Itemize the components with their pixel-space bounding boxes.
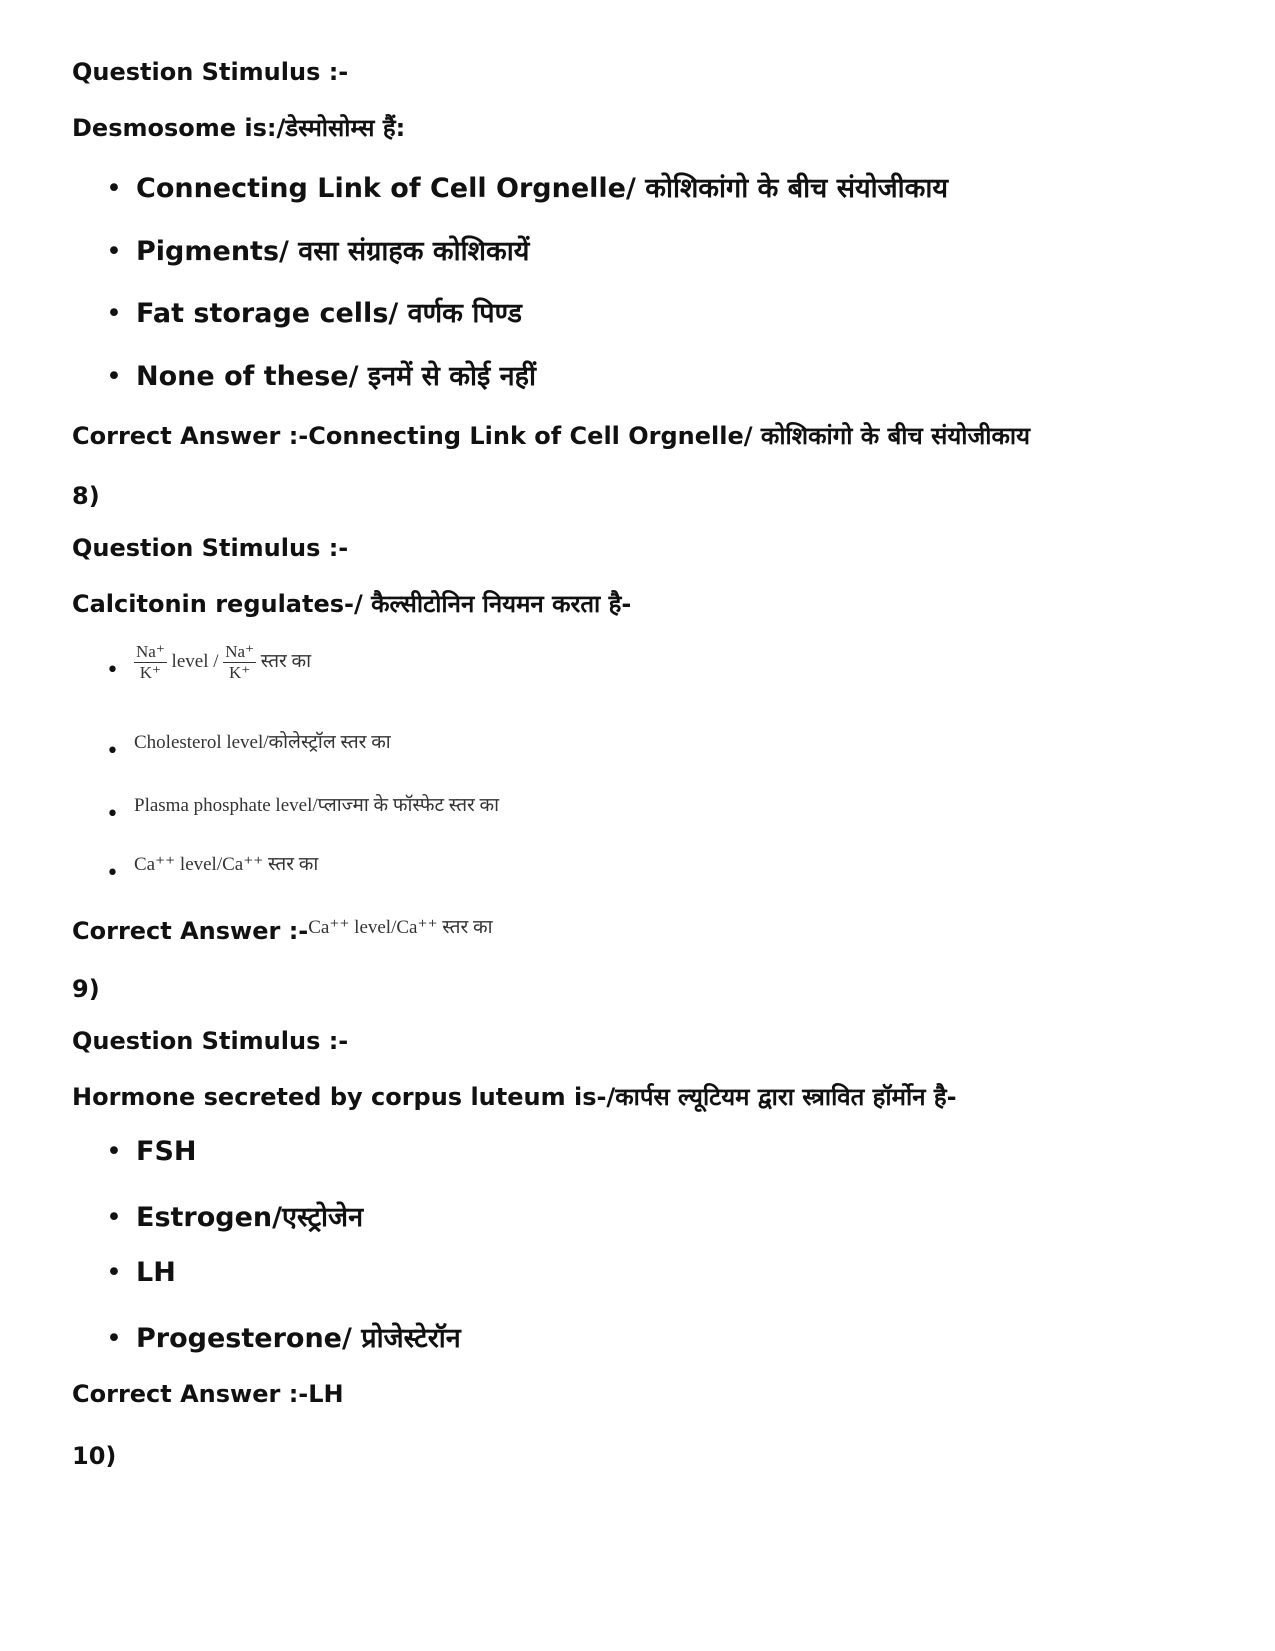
fraction [134,642,167,683]
question-number: 8) [72,482,100,510]
option-item [106,168,948,205]
question-number: 10) [72,1442,117,1470]
fraction [223,642,256,683]
question-stimulus-label: Question Stimulus :- [72,58,349,86]
option-item [106,642,311,683]
option-item [106,850,318,886]
option-text: Plasma phosphate level/प्लाज्मा के फॉस्फेट स्तर का [134,795,500,816]
option-item [106,791,499,827]
option-item [106,293,522,330]
question-number: 9) [72,975,100,1003]
bullet: • [106,1202,122,1233]
option-text: Pigments/ वसा संग्राहक कोशिकायें [136,236,530,267]
bullet: • [106,1257,122,1288]
option-text: Connecting Link of Cell Orgnelle/ कोशिकांगो के बीच संयोजीकाय [136,173,949,204]
option-item [106,1136,197,1167]
option-text: FSH [136,1136,197,1167]
question-text: Hormone secreted by corpus luteum is-/कार्पस ल्यूटियम द्वारा स्त्रावित हॉर्मोन है- [72,1083,957,1111]
correct-answer [72,913,493,945]
bullet: • [106,298,122,329]
option-item [106,728,391,764]
option-text: Fat storage cells/ वर्णक पिण्ड [136,298,522,329]
correct-answer-label: Correct Answer :- [72,917,309,945]
bullet: • [106,861,119,886]
bullet: • [106,236,122,267]
bullet: • [106,1323,122,1354]
bullet: • [106,657,119,683]
fraction-denominator: K⁺ [229,663,251,682]
option-item [106,1257,176,1288]
option-text: None of these/ इनमें से कोई नहीं [136,361,537,392]
option-text: Ca⁺⁺ level/Ca⁺⁺ स्तर का [134,854,319,875]
option-text: LH [136,1257,176,1288]
bullet: • [106,173,122,204]
bullet: • [106,361,122,392]
bullet: • [106,802,119,827]
bullet: • [106,1136,122,1167]
option-text: Estrogen/एस्ट्रोजेन [136,1202,364,1233]
question-text: Calcitonin regulates-/ कैल्सीटोनिन नियमन करता है- [72,590,632,618]
option-text: Cholesterol level/कोलेस्ट्रॉल स्तर का [134,732,391,753]
option-text: स्तर का [260,650,312,672]
question-text: Desmosome is:/डेस्मोसोम्स हैं: [72,114,406,142]
option-item [106,1197,363,1234]
option-text: Progesterone/ प्रोजेस्टेरॉन [136,1323,461,1354]
option-item [106,231,529,268]
correct-answer-value: Ca⁺⁺ level/Ca⁺⁺ स्तर का [308,917,493,938]
correct-answer: Correct Answer :-LH [72,1380,344,1408]
fraction-numerator: Na⁺ [136,642,165,661]
correct-answer: Correct Answer :-Connecting Link of Cell Orgnelle/ कोशिकांगो के बीच संयोजीकाय [72,422,1031,450]
option-item [106,1318,461,1355]
fraction-numerator: Na⁺ [225,642,255,661]
question-stimulus-label: Question Stimulus :- [72,1027,349,1055]
fraction-denominator: K⁺ [139,663,162,682]
question-stimulus-label: Question Stimulus :- [72,534,349,562]
option-text: level / [171,650,219,672]
option-item [106,356,536,393]
bullet: • [106,739,119,764]
